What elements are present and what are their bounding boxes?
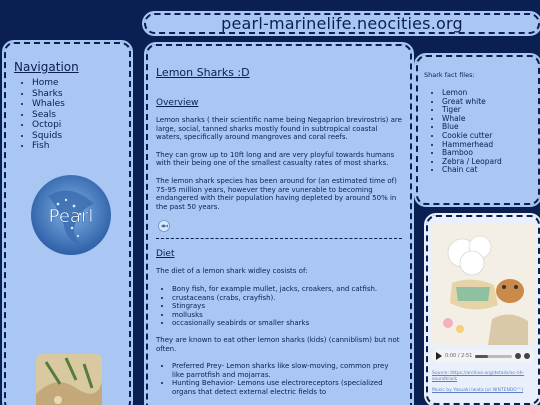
overview-paragraph-1: Lemon sharks ( their scientific name being Negaprion brevirostris) are large, social, tanned sharks mostly found in subtropical coastal waters, specifically around mangroves and coral reefs. — [156, 116, 402, 142]
site-header — [144, 13, 540, 34]
audio-time: 0:00 / 2:51 — [445, 353, 473, 359]
nav-link-sharks[interactable]: Sharks — [32, 88, 63, 99]
nav-item-octopi[interactable] — [32, 120, 121, 131]
play-icon[interactable] — [436, 352, 442, 360]
audio-controls[interactable] — [432, 349, 534, 363]
fact-item-hammerhead[interactable]: • Hammerhead — [442, 141, 532, 150]
section-divider — [156, 238, 402, 239]
nav-link-fish[interactable]: Fish — [32, 141, 50, 151]
nav-item-seals[interactable] — [32, 110, 121, 121]
fact-item-cookie-cutter[interactable]: • Cookie cutter — [442, 132, 532, 141]
player-credit: Music by Yasuaki Iwata (or NINTENDO™) — [432, 388, 524, 393]
fact-files-list — [424, 89, 532, 175]
fact-item-bamboo[interactable]: • Bamboo — [442, 149, 532, 158]
page-title: Lemon Sharks :D — [156, 66, 250, 79]
list-item: • Preferred Prey- Lemon sharks like slow-moving, common prey like parrotfish and mojarras. — [172, 362, 402, 379]
sidebar — [4, 42, 131, 405]
diet-list — [156, 285, 402, 328]
site-title: pearl-marinelife.neocities.org — [221, 14, 463, 33]
diet-intro: The diet of a lemon shark widley cosists of: — [156, 267, 308, 276]
nav-link-whales[interactable]: Whales — [32, 99, 65, 109]
nav-heading: Navigation — [14, 60, 79, 74]
player-source-link[interactable]: Source: https://archive.org/details/ac-nh-soundtrack — [432, 371, 525, 382]
diet-list-2 — [156, 362, 402, 396]
nav-link-home[interactable]: Home — [32, 78, 59, 88]
sidebar-thumbnail — [36, 354, 102, 405]
main-content[interactable] — [146, 44, 412, 405]
fact-item-chain-cat[interactable]: • Chain cat — [442, 166, 532, 175]
diet-paragraph-2: They are known to eat other lemon sharks (kids) (canniblism) but not often. — [156, 335, 400, 353]
logo-text: Pearl — [48, 206, 94, 227]
overview-heading: Overview — [156, 98, 199, 108]
list-item: • occasionally seabirds or smaller sharks — [172, 319, 402, 328]
fact-item-whale[interactable]: • Whale — [442, 115, 532, 124]
fact-files-heading: Shark fact files: — [424, 71, 475, 79]
album-art — [432, 223, 536, 345]
nav-link-squids[interactable]: Squids — [32, 130, 63, 141]
audio-seek-slider[interactable] — [475, 355, 512, 358]
fact-item-lemon[interactable]: • Lemon — [442, 89, 532, 98]
list-item: • mollusks — [172, 311, 402, 320]
list-item: • Bony fish, for example mullet, jacks, croakers, and catfish. — [172, 285, 402, 294]
nav-item-home[interactable] — [32, 78, 121, 89]
nav-item-squids[interactable] — [32, 131, 121, 142]
more-options-icon[interactable] — [524, 353, 530, 359]
nav-item-whales[interactable] — [32, 99, 121, 110]
nav-list — [14, 78, 121, 152]
nav-item-sharks[interactable] — [32, 89, 121, 100]
fact-item-tiger[interactable]: • Tiger — [442, 106, 532, 115]
fact-item-blue[interactable]: • Blue — [442, 123, 532, 132]
nav-item-fish[interactable] — [32, 141, 121, 152]
nav-link-octopi[interactable]: Octopi — [32, 120, 62, 130]
music-player — [426, 215, 540, 405]
pearl-logo — [30, 174, 112, 256]
fact-item-great-white[interactable]: • Great white — [442, 98, 532, 107]
overview-paragraph-3: The lemon shark species has been around for (an estimated time of) 75-95 million years, however they are vunerable to becoming endangered with their population having depleted by around 50% in the past 50 years. — [156, 176, 397, 211]
fish-icon — [158, 220, 170, 232]
fact-files-panel — [416, 55, 540, 205]
fact-item-zebra-leopard[interactable]: • Zebra / Leopard — [442, 158, 532, 167]
list-item: • Stingrays — [172, 302, 402, 311]
nav-link-seals[interactable]: Seals — [32, 109, 56, 120]
list-item: • crustaceans (crabs, crayfish). — [172, 294, 402, 303]
overview-paragraph-2: They can grow up to 10ft long and are very ployful towards humans with their being one of the smallest casualty rates of most sharks. — [156, 150, 395, 168]
diet-heading: Diet — [156, 249, 175, 260]
volume-icon[interactable] — [515, 353, 521, 359]
list-item: • Hunting Behavior- Lemons use electroreceptors (specialized organs that detect external electric fields to — [172, 379, 402, 396]
